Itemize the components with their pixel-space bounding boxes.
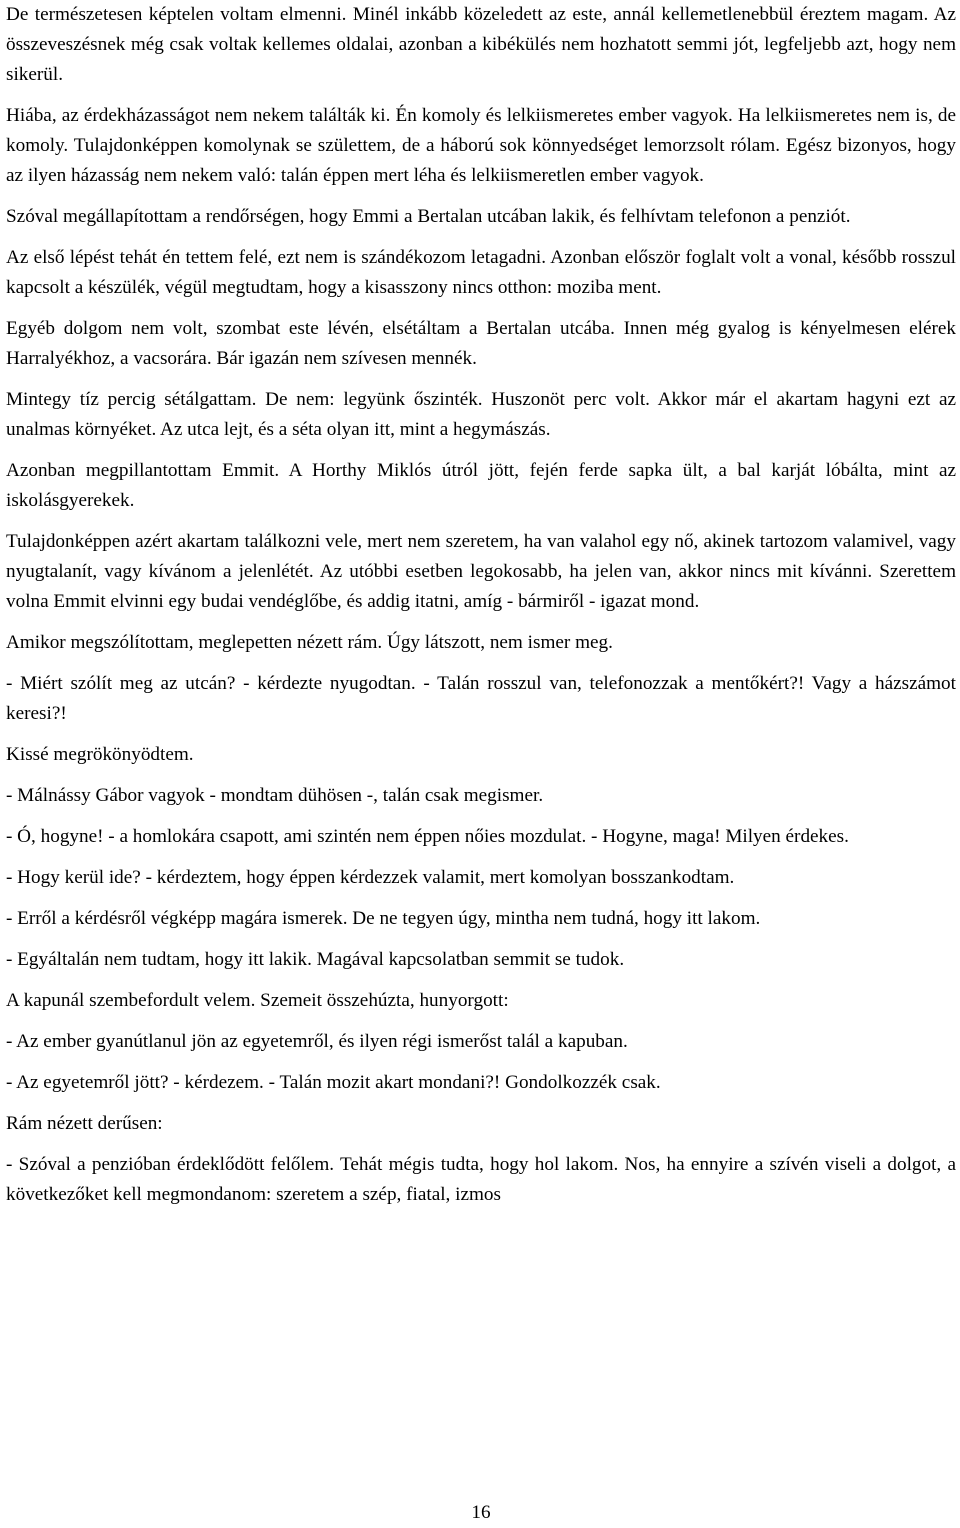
paragraph-2: Hiába, az érdekházasságot nem nekem találták ki. Én komoly és lelkiismeretes ember vagyok. Ha lelkiismeretes nem is, de komoly. Tulajdonképpen komolynak se születtem, de a háború sok könnyedséget lemorzsolt rólam. Egész bizonyos, hogy az ilyen házasság nem nekem való: talán éppen mert léha és lelkiismeretlen ember vagyok. (6, 105, 956, 186)
paragraph-1: De természetesen képtelen voltam elmenni. Minél inkább közeledett az este, annál kellemetlenebbül éreztem magam. Az összeveszésnek még csak voltak kellemes oldalai, azonban a kibékülés nem hozhatott semmi jót, legfeljebb azt, hogy nem sikerül. (6, 4, 956, 85)
paragraph-4: Az első lépést tehát én tettem felé, ezt nem is szándékozom letagadni. Azonban először foglalt volt a vonal, később rosszul kapcsolt a készülék, végül megtudtam, hogy a kisasszony nincs otthon: moziba ment. (6, 247, 956, 298)
paragraph-17: A kapunál szembefordult velem. Szemeit összehúzta, hunyorgott: (6, 990, 509, 1011)
page-number: 16 (471, 1502, 491, 1523)
paragraph-13: - Ó, hogyne! - a homlokára csapott, ami szintén nem éppen nőies mozdulat. - Hogyne, maga! Milyen érdekes. (6, 826, 849, 847)
paragraph-3: Szóval megállapítottam a rendőrségen, hogy Emmi a Bertalan utcában lakik, és felhívtam telefonon a penziót. (6, 206, 851, 227)
paragraph-9: Amikor megszólítottam, meglepetten nézett rám. Úgy látszott, nem ismer meg. (6, 632, 613, 653)
paragraph-8: Tulajdonképpen azért akartam találkozni vele, mert nem szeretem, ha van valahol egy nő, akinek tartozom valamivel, vagy nyugtalanít, vagy kívánom a jelenlétét. Az utóbbi esetben legokosabb, ha jelen van, akkor nincs mit kívánni. Szerettem volna Emmit elvinni egy budai vendéglőbe, és addig itatni, amíg - bármiről - igazat mond. (6, 531, 956, 612)
paragraph-6: Mintegy tíz percig sétálgattam. De nem: legyünk őszinték. Huszonöt perc volt. Akkor már el akartam hagyni ezt az unalmas környéket. Az utca lejt, és a séta olyan itt, mint a hegymászás. (6, 389, 956, 440)
paragraph-19: - Az egyetemről jött? - kérdezem. - Talán mozit akart mondani?! Gondolkozzék csak. (6, 1072, 661, 1093)
paragraph-11: Kissé megrökönyödtem. (6, 744, 194, 765)
paragraph-10: - Miért szólít meg az utcán? - kérdezte nyugodtan. - Talán rosszul van, telefonozzak a mentőkért?! Vagy a házszámot keresi?! (6, 673, 956, 724)
paragraph-20: Rám nézett derűsen: (6, 1113, 163, 1134)
paragraph-18: - Az ember gyanútlanul jön az egyetemről, és ilyen régi ismerőst talál a kapuban. (6, 1031, 628, 1052)
document-page (6, 0, 956, 1525)
paragraph-12: - Málnássy Gábor vagyok - mondtam dühösen -, talán csak megismer. (6, 785, 544, 806)
paragraph-5: Egyéb dolgom nem volt, szombat este lévén, elsétáltam a Bertalan utcába. Innen még gyalog is kényelmesen elérek Harralyékhoz, a vacsorára. Bár igazán nem szívesen mennék. (6, 318, 956, 369)
paragraph-7: Azonban megpillantottam Emmit. A Horthy Miklós útról jött, fején ferde sapka ült, a bal karját lóbálta, mint az iskolásgyerekek. (6, 460, 956, 511)
paragraph-21: - Szóval a penzióban érdeklődött felőlem. Tehát mégis tudta, hogy hol lakom. Nos, ha ennyire a szívén viseli a dolgot, a következőket kell megmondanom: szeretem a szép, fiatal, izmos (6, 1154, 956, 1205)
paragraph-16: - Egyáltalán nem tudtam, hogy itt lakik. Magával kapcsolatban semmit se tudok. (6, 949, 625, 970)
paragraph-15: - Erről a kérdésről végképp magára ismerek. De ne tegyen úgy, mintha nem tudná, hogy itt lakom. (6, 908, 761, 929)
paragraph-14: - Hogy kerül ide? - kérdeztem, hogy éppen kérdezzek valamit, mert komolyan bosszankodtam. (6, 867, 735, 888)
body-text (6, 0, 956, 1221)
